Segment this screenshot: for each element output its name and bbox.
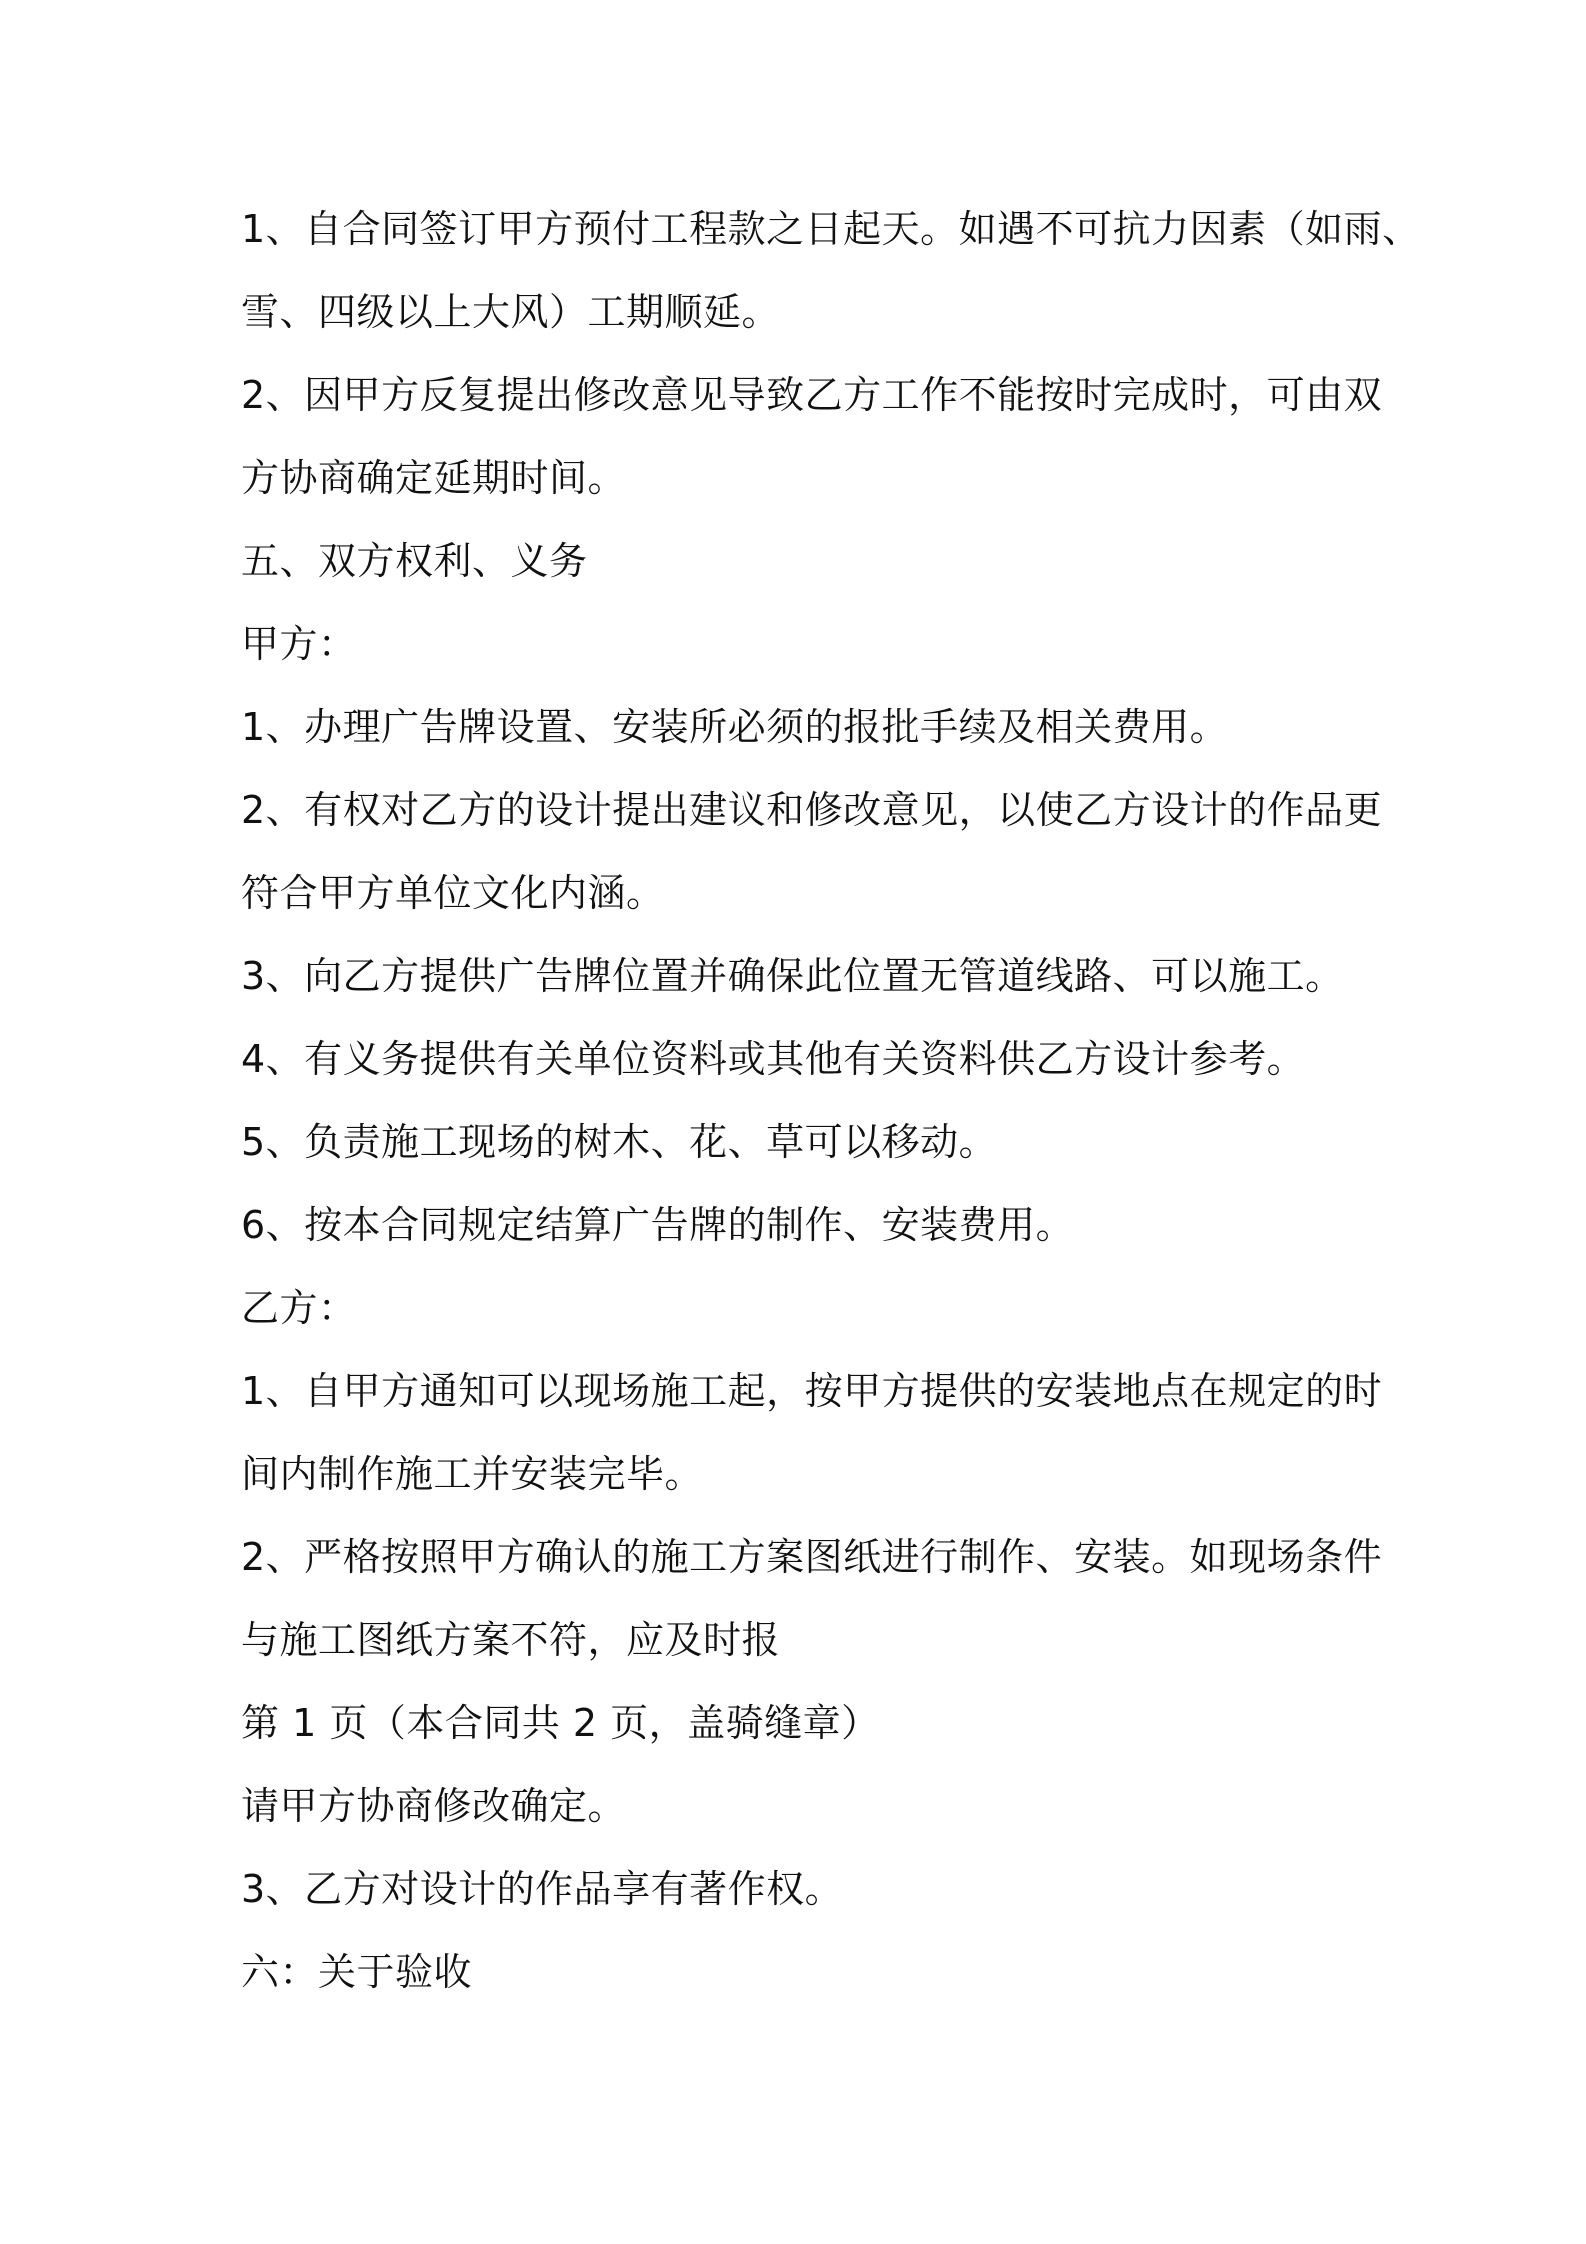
text-line: 1、自合同签订甲方预付工程款之日起天。如遇不可抗力因素（如雨、 xyxy=(241,207,1421,251)
text-line: 6、按本合同规定结算广告牌的制作、安装费用。 xyxy=(241,1203,1075,1247)
page-footer-note: 第 1 页（本合同共 2 页，盖骑缝章） xyxy=(241,1701,880,1745)
text-line: 3、向乙方提供广告牌位置并确保此位置无管道线路、可以施工。 xyxy=(241,954,1344,998)
text-line: 方协商确定延期时间。 xyxy=(241,456,627,500)
section-heading: 五、双方权利、义务 xyxy=(241,539,588,583)
text-line: 符合甲方单位文化内涵。 xyxy=(241,871,665,915)
party-heading: 甲方： xyxy=(241,622,357,666)
text-line: 1、自甲方通知可以现场施工起，按甲方提供的安装地点在规定的时 xyxy=(241,1369,1383,1413)
section-heading: 六：关于验收 xyxy=(241,1950,473,1994)
text-line: 3、乙方对设计的作品享有著作权。 xyxy=(241,1867,844,1911)
text-line: 4、有义务提供有关单位资料或其他有关资料供乙方设计参考。 xyxy=(241,1037,1306,1081)
contract-text xyxy=(241,201,1421,2027)
text-line: 请甲方协商修改确定。 xyxy=(241,1784,627,1828)
text-line: 1、办理广告牌设置、安装所必须的报批手续及相关费用。 xyxy=(241,705,1229,749)
text-line: 2、有权对乙方的设计提出建议和修改意见，以使乙方设计的作品更 xyxy=(241,788,1383,832)
text-line: 间内制作施工并安装完毕。 xyxy=(241,1452,704,1496)
party-heading: 乙方： xyxy=(241,1286,357,1330)
text-line: 5、负责施工现场的树木、花、草可以移动。 xyxy=(241,1120,998,1164)
text-line: 与施工图纸方案不符，应及时报 xyxy=(241,1618,781,1662)
text-line: 雪、四级以上大风）工期顺延。 xyxy=(241,290,781,334)
text-line: 2、因甲方反复提出修改意见导致乙方工作不能按时完成时，可由双 xyxy=(241,373,1383,417)
text-line: 2、严格按照甲方确认的施工方案图纸进行制作、安装。如现场条件 xyxy=(241,1535,1383,1579)
